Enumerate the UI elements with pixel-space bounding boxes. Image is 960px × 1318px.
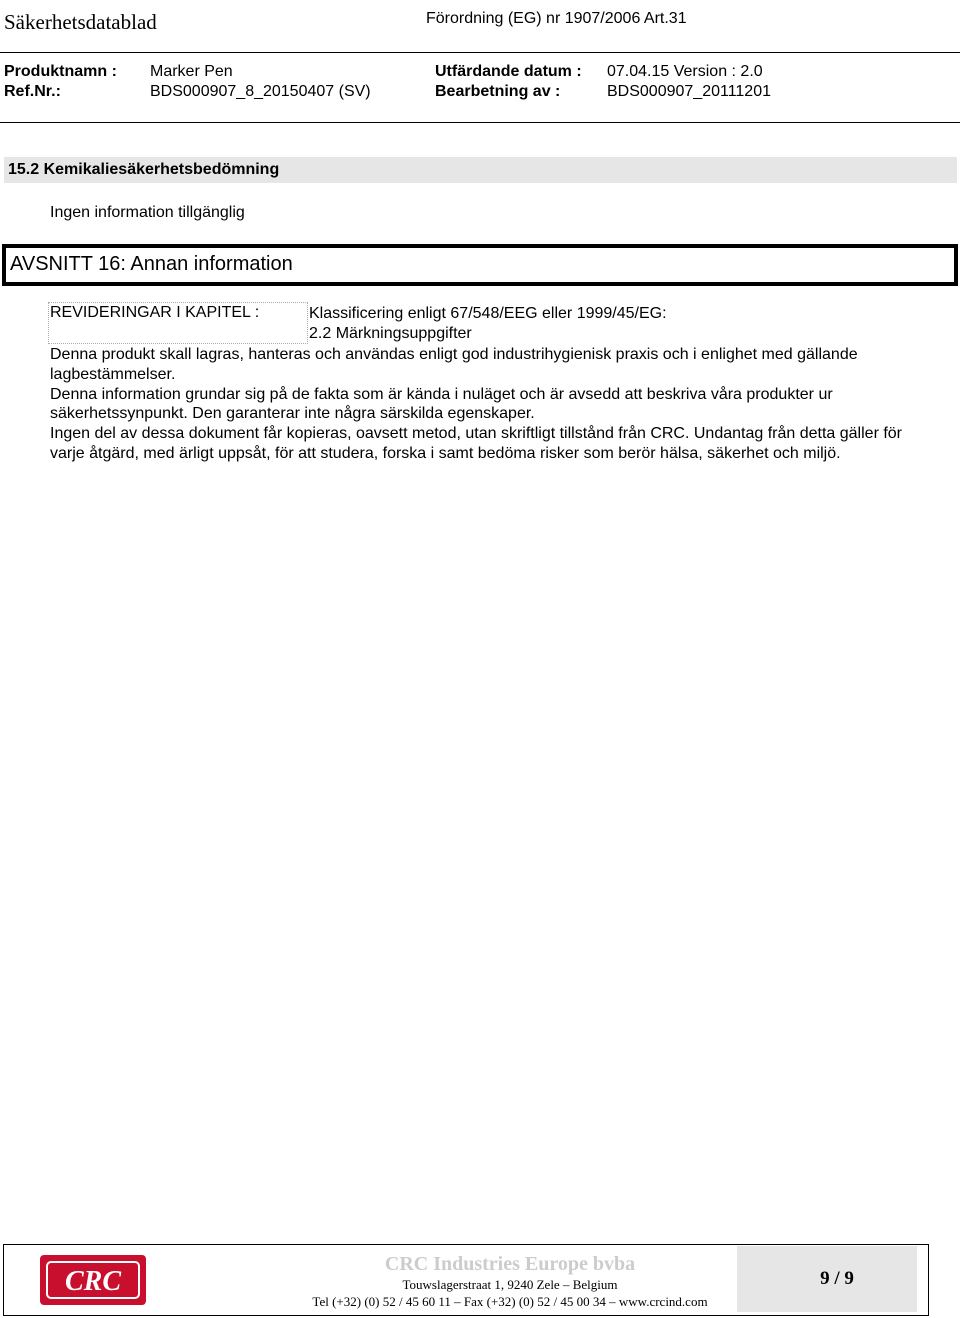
revised-from-label: Bearbetning av : xyxy=(435,83,561,100)
issue-date-value: 07.04.15 Version : 2.0 xyxy=(607,63,763,80)
revisions-label: REVIDERINGAR I KAPITEL : xyxy=(50,304,260,321)
product-name-value: Marker Pen xyxy=(150,63,233,80)
page-number: 9 / 9 xyxy=(820,1268,854,1289)
company-contact: Tel (+32) (0) 52 / 45 60 11 – Fax (+32) (0) 52 / 45 00 34 – www.crcind.com xyxy=(312,1294,708,1309)
product-name-label: Produktnamn : xyxy=(4,63,117,80)
section-16-paragraphs xyxy=(50,345,910,464)
document-title: Säkerhetsdatablad xyxy=(4,10,157,34)
regulation-reference: Förordning (EG) nr 1907/2006 Art.31 xyxy=(426,10,687,27)
paragraph-copyright: Ingen del av dessa dokument får kopieras, oavsett metod, utan skriftligt tillstånd från CRC. Undantag från detta gäller för varje åtgärd, med ärligt uppsåt, för att studera, forska i samt bedöma risker som berör hälsa, säkerhet och miljö. xyxy=(50,425,903,462)
crc-logo xyxy=(40,1255,146,1305)
header-divider xyxy=(0,52,960,53)
section-15-2-title: 15.2 Kemikaliesäkerhetsbedömning xyxy=(8,161,280,178)
svg-text:CRC: CRC xyxy=(64,1266,122,1297)
revisions-line-2: 2.2 Märkningsuppgifter xyxy=(309,325,472,342)
revisions-value xyxy=(309,304,667,344)
section-15-2-body: Ingen information tillgänglig xyxy=(50,204,245,221)
ref-number-label: Ref.Nr.: xyxy=(4,83,61,100)
company-name: CRC Industries Europe bvba xyxy=(384,1253,636,1275)
paragraph-disclaimer: Denna information grundar sig på de fakta som är kända i nuläget och är avsedd att beskriva våra produkter ur säkerhetssynpunkt. Den garanterar inte några särskilda egenskaper. xyxy=(50,385,833,423)
issue-date-label: Utfärdande datum : xyxy=(435,63,582,80)
company-info xyxy=(250,1252,770,1310)
revisions-line-1: Klassificering enligt 67/548/EEG eller 1999/45/EG: xyxy=(309,305,667,322)
company-address: Touwslagerstraat 1, 9240 Zele – Belgium xyxy=(402,1277,618,1292)
header-bottom-divider xyxy=(0,122,960,123)
paragraph-storage: Denna produkt skall lagras, hanteras och användas enligt god industrihygienisk praxis och i enlighet med gällande lagbestämmelser. xyxy=(50,346,858,383)
section-16-title: AVSNITT 16: Annan information xyxy=(10,253,293,275)
ref-number-value: BDS000907_8_20150407 (SV) xyxy=(150,83,371,100)
revised-from-value: BDS000907_20111201 xyxy=(607,83,771,100)
